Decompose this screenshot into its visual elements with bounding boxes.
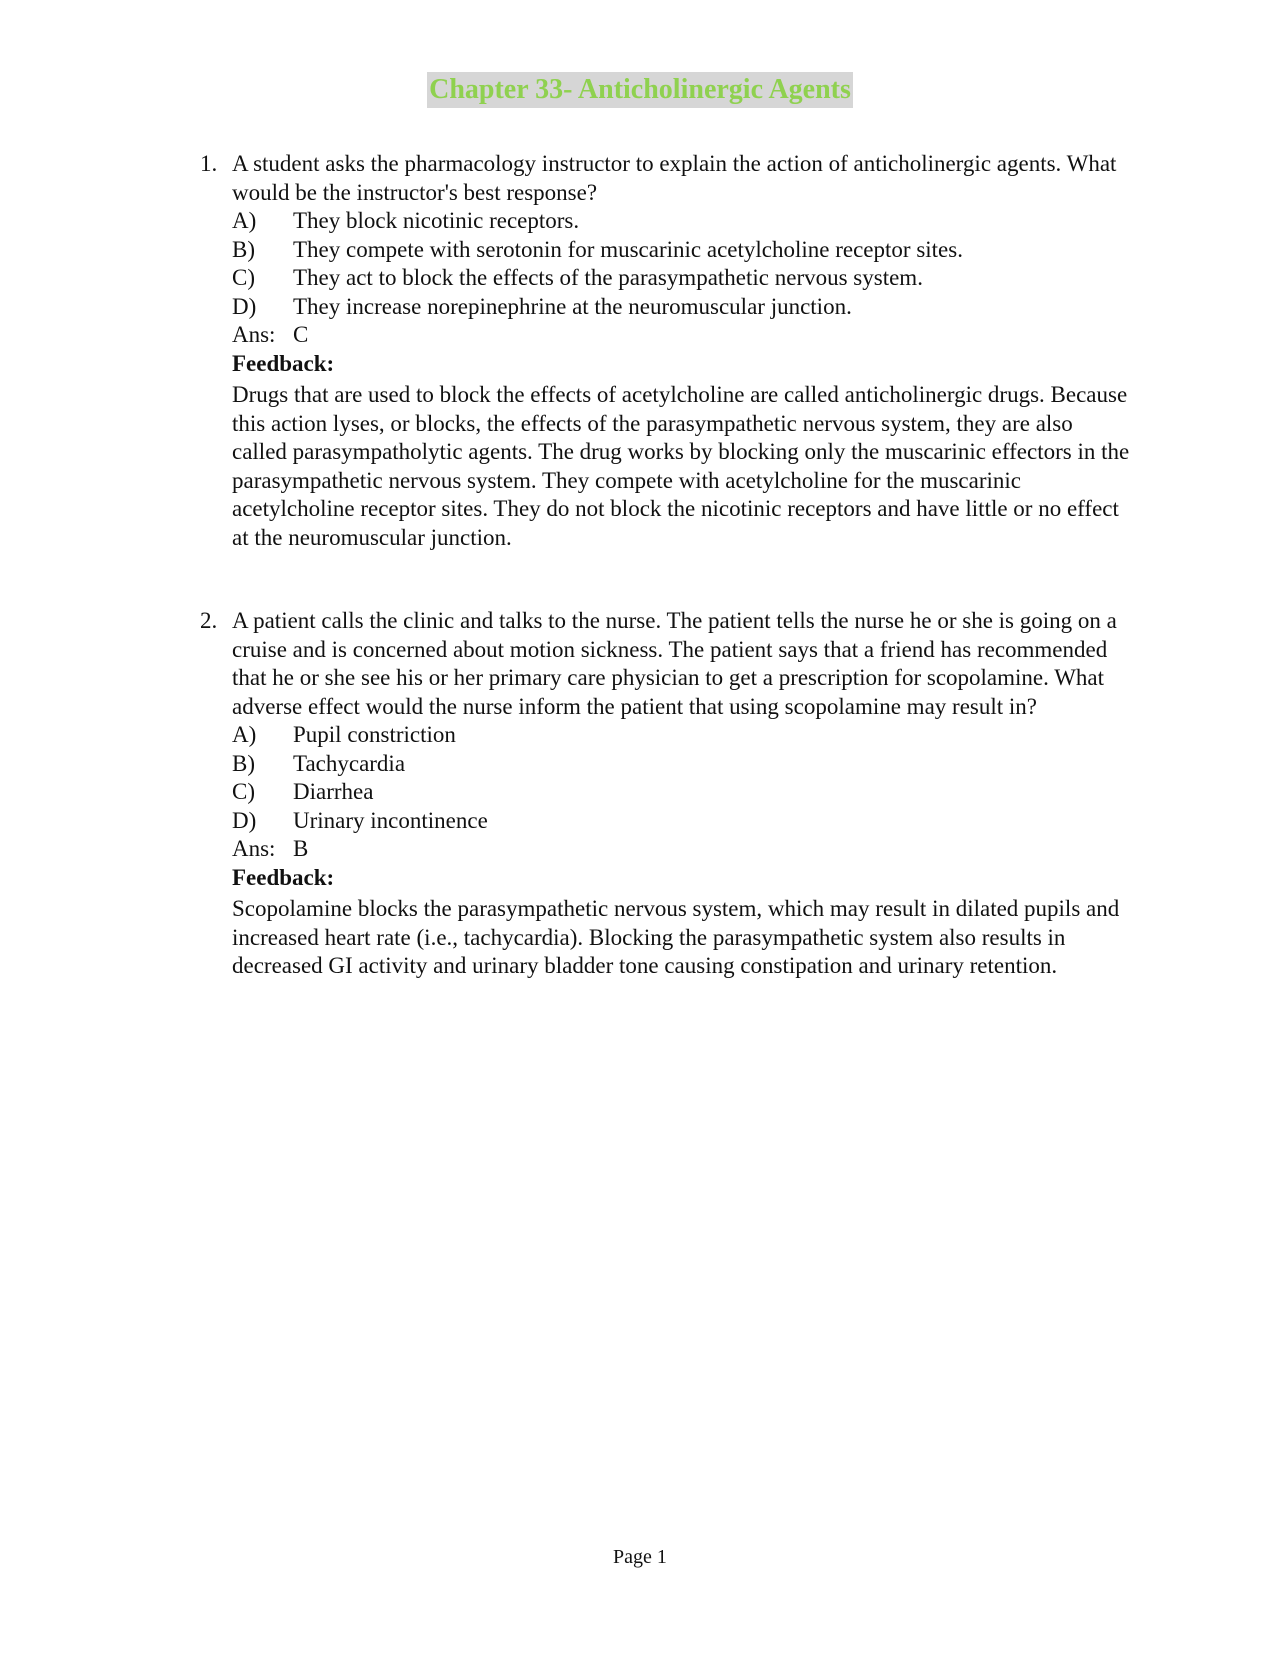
option-letter: C) [232, 779, 255, 804]
option-letter: B) [232, 236, 255, 262]
option-a [232, 207, 1130, 236]
feedback-label: Feedback: [232, 864, 335, 890]
option-letter: A) [232, 722, 257, 747]
feedback-text: Drugs that are used to block the effects of acetylcholine are called anticholinergic drugs. Because this action lyses, or blocks, the effects of the parasympathetic nervous system, they are also called parasympatholytic agents. The drug works by blocking only the muscarinic effectors in the parasympathetic nervous system. They compete with acetylcholine for the muscarinic acetylcholine receptor sites. They do not block the nicotinic receptors and have little or no effect at the neuromuscular junction. [232, 382, 1130, 550]
option-text: Pupil constriction [293, 722, 456, 747]
answer-value: B [293, 836, 309, 861]
feedback-label: Feedback: [232, 350, 335, 376]
option-d [232, 293, 1130, 322]
answer-line [232, 835, 1130, 864]
option-letter: A) [232, 208, 257, 233]
question-text: A student asks the pharmacology instructor to explain the action of anticholinergic agents. What would be the instructor's best response? [232, 151, 1117, 205]
title-container [0, 72, 1280, 108]
option-letter: D) [232, 293, 257, 319]
question-number: 2. [200, 608, 218, 633]
page-title: Chapter 33- Anticholinergic Agents [427, 72, 853, 108]
option-text: They increase norepinephrine at the neuromuscular junction. [293, 293, 852, 319]
option-letter: C) [232, 265, 255, 290]
answer-label: Ans: [232, 322, 276, 347]
option-letter: B) [232, 750, 255, 776]
answer-line [232, 321, 1130, 350]
answer-label: Ans: [232, 836, 276, 861]
option-c [232, 264, 1130, 293]
option-letter: D) [232, 807, 257, 833]
option-text: Urinary incontinence [293, 807, 488, 833]
option-d [232, 807, 1130, 836]
option-c [232, 778, 1130, 807]
option-text: They compete with serotonin for muscarinic acetylcholine receptor sites. [293, 236, 963, 262]
option-text: Diarrhea [293, 779, 374, 804]
option-a [232, 721, 1130, 750]
option-text: Tachycardia [293, 750, 406, 776]
option-b [232, 236, 1130, 265]
question-number: 1. [200, 151, 218, 176]
option-b [232, 750, 1130, 779]
page-number: Page 1 [613, 1546, 667, 1568]
question-2 [200, 607, 1130, 981]
question-text: A patient calls the clinic and talks to the nurse. The patient tells the nurse he or she is going on a cruise and is concerned about motion sickness. The patient says that a friend has recommended that he or she see his or her primary care physician to get a prescription for scopolamine. What adverse effect would the nurse inform the patient that using scopolamine may result in? [232, 608, 1117, 719]
feedback-text: Scopolamine blocks the parasympathetic nervous system, which may result in dilated pupils and increased heart rate (i.e., tachycardia). Blocking the parasympathetic system also results in decreased GI activity and urinary bladder tone causing constipation and urinary retention. [232, 896, 1120, 978]
option-text: They act to block the effects of the parasympathetic nervous system. [293, 265, 923, 290]
question-1 [200, 150, 1130, 552]
option-text: They block nicotinic receptors. [293, 208, 580, 233]
answer-value: C [293, 322, 309, 347]
